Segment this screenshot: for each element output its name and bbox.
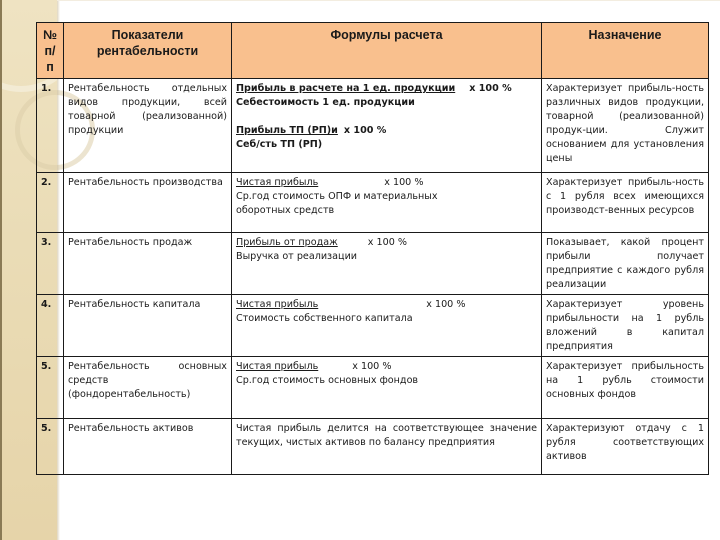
formula-cell [232, 173, 542, 233]
indicator-cell: Рентабельность продаж [64, 233, 232, 295]
table-row [37, 419, 709, 475]
formula-denominator: Стоимость собственного капитала [236, 313, 413, 324]
table-row [37, 295, 709, 357]
formula-denominator: Себ/сть ТП (РП) [236, 139, 323, 150]
indicator-cell: Рентабельность производства [64, 173, 232, 233]
row-number: 3. [37, 233, 64, 295]
formula-numerator: Чистая прибыль [236, 361, 319, 372]
profitability-table [36, 22, 709, 475]
header-formula: Формулы расчета [232, 23, 542, 79]
indicator-cell: Рентабельность активов [64, 419, 232, 475]
header-purpose: Назначение [542, 23, 709, 79]
formula-cell [232, 79, 542, 173]
indicator-cell: Рентабельность отдельных видов продукции, всей товарной (реализованной) продукции [64, 79, 232, 173]
table-header-row [37, 23, 709, 79]
indicator-cell: Рентабельность основных средств (фондорентабельность) [64, 357, 232, 419]
formula-cell [232, 295, 542, 357]
header-num: № п/ п [37, 23, 64, 79]
table-row [37, 173, 709, 233]
header-indicator: Показатели рентабельности [64, 23, 232, 79]
table-row [37, 357, 709, 419]
formula-denominator: Ср.год стоимость основных фондов [236, 375, 419, 386]
top-rule [57, 0, 720, 1]
formula-numerator: Прибыль ТП (РП)и [236, 125, 338, 136]
formula-line [236, 124, 537, 138]
formula-line [236, 360, 537, 374]
formula-line [236, 236, 537, 250]
formula-multiplier: х 100 % [384, 177, 424, 188]
formula-numerator: Прибыль от продаж [236, 237, 338, 248]
formula-line [236, 298, 537, 312]
row-number: 5. [37, 357, 64, 419]
formula-numerator: Чистая прибыль [236, 177, 319, 188]
purpose-cell: Характеризует прибыль-ность с 1 рубля всех имеющихся производст-венных ресурсов [542, 173, 709, 233]
indicator-cell: Рентабельность капитала [64, 295, 232, 357]
formula-cell: Чистая прибыль делится на соответствующее значение текущих, чистых активов по балансу предприятия [232, 419, 542, 475]
row-number: 1. [37, 79, 64, 173]
purpose-cell: Характеризует прибыль-ность различных видов продукции, товарной (реализованной) продук-ции. Служит основанием для установления цены [542, 79, 709, 173]
formula-multiplier: х 100 % [367, 237, 407, 248]
row-number: 5. [37, 419, 64, 475]
formula-cell [232, 233, 542, 295]
formula-multiplier: х 100 % [469, 83, 512, 94]
purpose-cell: Показывает, какой процент прибыли получает предприятие с каждого рубля реализации [542, 233, 709, 295]
formula-denominator: Ср.год стоимость ОПФ и материальных оборотных средств [236, 191, 438, 216]
formula-denominator: Выручка от реализации [236, 251, 358, 262]
formula-line [236, 82, 537, 96]
row-number: 4. [37, 295, 64, 357]
purpose-cell: Характеризует уровень прибыльности на 1 рубль вложений в капитал предприятия [542, 295, 709, 357]
formula-multiplier: х 100 % [343, 125, 387, 136]
row-number: 2. [37, 173, 64, 233]
purpose-cell: Характеризует прибыльность на 1 рубль стоимости основных фондов [542, 357, 709, 419]
slide-left-edge [0, 0, 2, 540]
formula-numerator: Прибыль в расчете на 1 ед. продукции [236, 83, 456, 94]
purpose-cell: Характеризуют отдачу с 1 рубля соответствующих активов [542, 419, 709, 475]
formula-numerator: Чистая прибыль [236, 299, 319, 310]
table-row [37, 233, 709, 295]
formula-multiplier: х 100 % [426, 299, 466, 310]
formula-denominator: Себестоимость 1 ед. продукции [236, 97, 415, 108]
formula-multiplier: х 100 % [352, 361, 392, 372]
formula-cell [232, 357, 542, 419]
table-row [37, 79, 709, 173]
formula-line [236, 176, 537, 190]
